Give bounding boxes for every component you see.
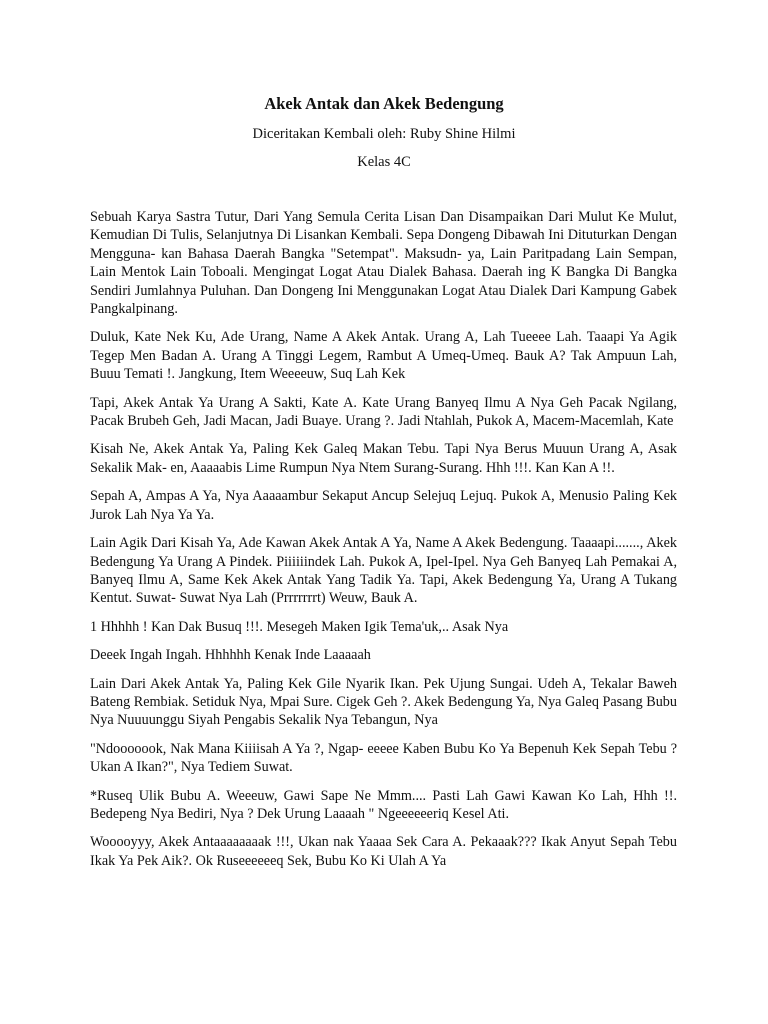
paragraph-9: Lain Dari Akek Antak Ya, Paling Kek Gile Nyarik Ikan. Pek Ujung Sungai. Udeh A, Tekalar Baweh Bateng Rembiak. Setiduk Nya, Mpai Sure. Cigek Geh ?. Akek Bedengung Ya, Nya Galeq Pasang Bubu Nya Nuuuunggu Siyah Pengabis Sekalik Nya Tebangun, Nya (90, 675, 677, 729)
paragraph-5: Sepah A, Ampas A Ya, Nya Aaaaambur Sekaput Ancup Selejuq Lejuq. Pukok A, Menusio Paling Kek Jurok Lah Nya Ya Ya. (90, 488, 677, 523)
paragraph-7: 1 Hhhhh ! Kan Dak Busuq !!!. Mesegeh Maken Igik Tema'uk,.. Asak Nya (90, 618, 509, 635)
class-line: Kelas 4C (357, 154, 411, 170)
paragraph-12: Wooooyyy, Akek Antaaaaaaaak !!!, Ukan nak Yaaaa Sek Cara A. Pekaaak??? Ikak Anyut Sepah Tebu Ikak Ya Pek Aik?. Ok Ruseeeeeeq Sek, Bubu Ko Ki Ulah A Ya (90, 834, 677, 869)
paragraph-intro: Sebuah Karya Sastra Tutur, Dari Yang Semula Cerita Lisan Dan Disampaikan Dari Mulut Ke Mulut, Kemudian Di Tulis, Selanjutnya Di Lisankan Kembali. Sepa Dongeng Dibawah Ini Dituturkan Dengan Mengguna- kan Bahasa Daerah Bangka "Setempat". Maksudn- ya, Lain Paritpadang Lain Sempan, Lain Mentok Lain Toboali. Mengingat Logat Atau Dialek Bahasa. Daerah ing K Bangka Di Bangka Sendiri Jumlahnya Puluhan. Dan Dongeng Ini Menggunakan Logat Atau Dialek Dari Kampung Gabek Pangkalpinang. (90, 209, 677, 318)
story-body (90, 208, 677, 880)
paragraph-2: Duluk, Kate Nek Ku, Ade Urang, Name A Akek Antak. Urang A, Lah Tueeee Lah. Taaapi Ya Agik Tegep Men Badan A. Urang A Tinggi Legem, Rambut A Umeq-Umeq. Bauk A? Tak Ampuun Lah, Buuu Temati !. Jangkung, Item Weeeeuw, Suq Lah Kek (90, 329, 677, 383)
paragraph-4: Kisah Ne, Akek Antak Ya, Paling Kek Galeq Makan Tebu. Tapi Nya Berus Muuun Urang A, Asak Sekalik Mak- en, Aaaaabis Lime Rumpun Nya Ntem Surang-Surang. Hhh !!!. Kan Kan A !!. (90, 441, 677, 476)
paragraph-8: Deeek Ingah Ingah. Hhhhhh Kenak Inde Laaaaah (90, 647, 371, 664)
paragraph-6: Lain Agik Dari Kisah Ya, Ade Kawan Akek Antak A Ya, Name A Akek Bedengung. Taaaapi......., Akek Bedengung Ya Urang A Pindek. Piiiiiindek Lah. Pukok A, Ipel-Ipel. Nya Geh Banyeq Lah Pemakai A, Banyeq Ilmu A, Same Kek Akek Antak Yang Tadik Ya. Tapi, Akek Bedengung Ya, Urang A Tukang Kentut. Suwat- Suwat Nya Lah (Prrrrrrrt) Weuw, Bauk A. (90, 535, 677, 607)
document-title: Akek Antak dan Akek Bedengung (264, 94, 504, 113)
paragraph-3: Tapi, Akek Antak Ya Urang A Sakti, Kate A. Kate Urang Banyeq Ilmu A Nya Geh Pacak Ngilang, Pacak Brubeh Geh, Jadi Macan, Jadi Buaye. Urang ?. Jadi Ntahlah, Pukok A, Macem-Macemlah, Kate (90, 394, 677, 430)
author-line: Diceritakan Kembali oleh: Ruby Shine Hilmi (252, 126, 516, 142)
paragraph-11: *Ruseq Ulik Bubu A. Weeeuw, Gawi Sape Ne Mmm.... Pasti Lah Gawi Kawan Ko Lah, Hhh !!. Bedepeng Nya Bediri, Nya ? Dek Urung Laaaah " Ngeeeeeeriq Kesel Ati. (90, 787, 677, 822)
paragraph-10: "Ndooooook, Nak Mana Kiiiisah A Ya ?, Ngap- eeeee Kaben Bubu Ko Ya Bepenuh Kek Sepah Tebu ? Ukan A Ikan?", Nya Tediem Suwat. (90, 740, 677, 776)
